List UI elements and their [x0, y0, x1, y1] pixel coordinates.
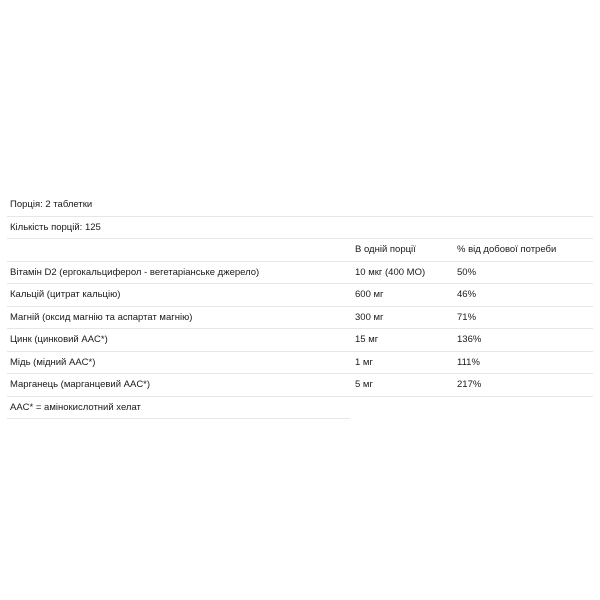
table-row	[7, 262, 593, 285]
nutrient-name: Мідь (мідний AAC*)	[10, 356, 96, 368]
servings-count-row	[7, 217, 593, 240]
nutrient-amount: 1 мг	[355, 356, 373, 368]
servings-count-text: Кількість порцій: 125	[10, 221, 101, 233]
nutrient-daily-value: 136%	[457, 334, 482, 345]
nutrient-name: Кальцій (цитрат кальцію)	[10, 289, 121, 300]
nutrient-amount: 600 мг	[355, 289, 384, 300]
footnote-row	[7, 397, 350, 420]
table-row	[7, 352, 593, 375]
nutrient-amount: 15 мг	[355, 334, 379, 345]
nutrient-name: Марганець (марганцевий AAC*)	[10, 379, 151, 390]
table-row	[7, 307, 593, 330]
nutrient-amount: 10 мкг (400 МО)	[355, 266, 426, 278]
nutrient-amount: 5 мг	[355, 379, 373, 390]
nutrient-name: Цинк (цинковий AAC*)	[10, 334, 108, 345]
table-row	[7, 329, 593, 352]
table-header-row	[7, 239, 593, 262]
nutrient-daily-value: 111%	[457, 356, 480, 368]
nutrient-daily-value: 50%	[457, 266, 477, 278]
serving-size-row	[7, 194, 593, 217]
table-row	[7, 284, 593, 307]
supplement-facts-table	[7, 194, 593, 419]
nutrient-daily-value: 71%	[457, 311, 477, 323]
nutrient-daily-value: 46%	[457, 289, 477, 300]
nutrient-amount: 300 мг	[355, 311, 384, 323]
per-serving-header: В одній порції	[355, 244, 416, 255]
nutrient-name: Магній (оксид магнію та аспартат магнію)	[10, 311, 193, 323]
serving-size-text: Порція: 2 таблетки	[10, 199, 93, 210]
daily-value-header: % від добової потреби	[457, 244, 557, 255]
footnote-text: AAC* = амінокислотний хелат	[10, 401, 141, 413]
nutrient-name: Вітамін D2 (ергокальциферол - вегетаріанське джерело)	[10, 266, 260, 278]
nutrient-daily-value: 217%	[457, 379, 482, 390]
table-row	[7, 374, 593, 397]
